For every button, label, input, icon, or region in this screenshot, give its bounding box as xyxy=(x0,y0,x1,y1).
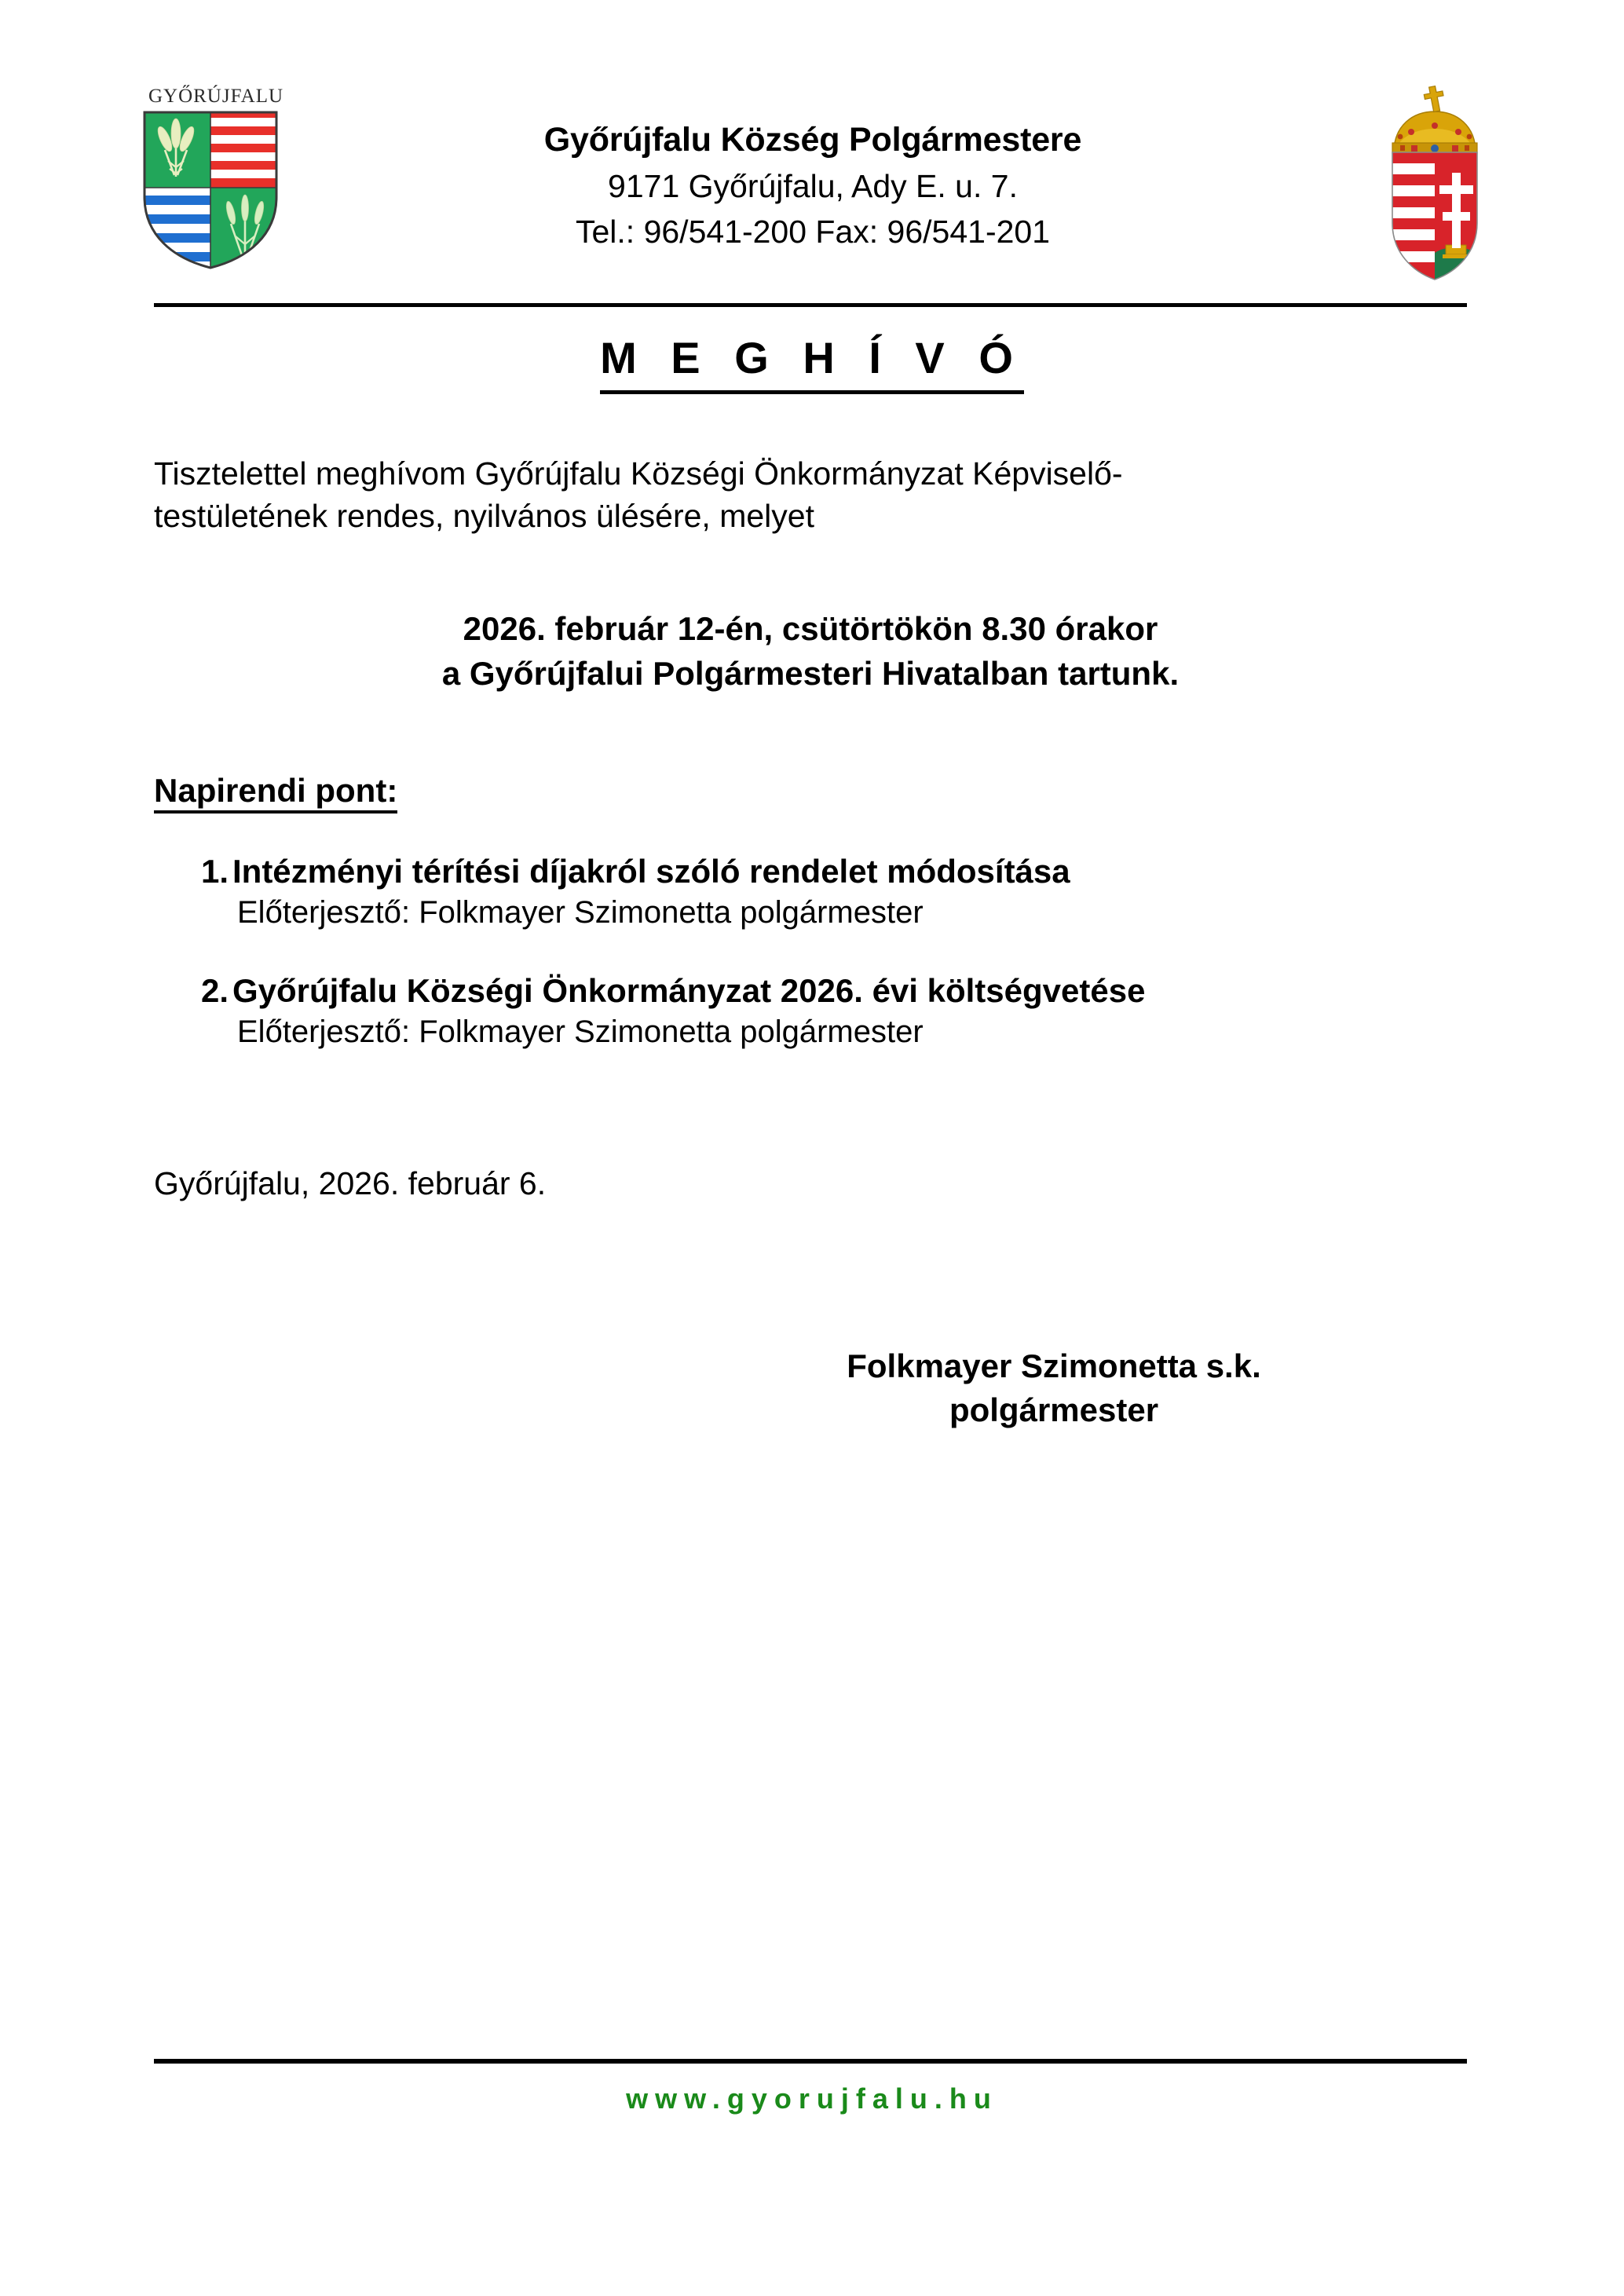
office-title: Győrújfalu Község Polgármestere xyxy=(543,121,1082,159)
agenda-item-title-row xyxy=(201,971,1467,1011)
crest-left-label: GYŐRÚJFALU xyxy=(148,86,284,107)
agenda-item-presenter: Előterjesztő: Folkmayer Szimonetta polgármester xyxy=(237,895,924,930)
agenda-item xyxy=(154,971,1467,1052)
agenda-item xyxy=(154,851,1467,933)
invitation-intro-line1: Tisztelettel meghívom Győrújfalu Községi Önkormányzat Képviselő- xyxy=(154,455,1123,492)
office-contact: Tel.: 96/541-200 Fax: 96/541-201 xyxy=(575,214,1051,250)
meeting-datetime: 2026. február 12-én, csütörtökön 8.30 órakor xyxy=(463,610,1158,647)
invitation-intro-line2: testületének rendes, nyilvános ülésére, melyet xyxy=(154,498,814,534)
header-text-block xyxy=(440,116,1186,254)
signature-name: Folkmayer Szimonetta s.k. xyxy=(847,1347,1261,1385)
office-address: 9171 Győrújfalu, Ady E. u. 7. xyxy=(608,168,1018,204)
agenda-item-number: 1. xyxy=(201,853,229,890)
agenda-item-title: Győrújfalu Községi Önkormányzat 2026. évi költségvetése xyxy=(232,972,1146,1010)
agenda-item-number: 2. xyxy=(201,972,229,1010)
page-title-wrapper xyxy=(0,334,1624,394)
footer-website-link[interactable]: www.gyorujfalu.hu xyxy=(626,2082,998,2115)
signature-role: polgármester xyxy=(949,1391,1159,1429)
meeting-details xyxy=(154,606,1467,696)
footer-divider xyxy=(154,2059,1467,2064)
agenda-list xyxy=(154,851,1467,1052)
header-divider xyxy=(154,303,1467,307)
agenda-item-title-row xyxy=(201,851,1467,892)
meeting-location: a Győrújfalui Polgármesteri Hivatalban tartunk. xyxy=(441,655,1180,692)
agenda-item-title: Intézményi térítési díjakról szóló rendelet módosítása xyxy=(232,853,1070,890)
agenda-heading-label: Napirendi pont: xyxy=(154,772,397,813)
page-title: M E G H Í V Ó xyxy=(600,334,1024,394)
gyorujfalu-coat-of-arms-icon xyxy=(141,86,291,283)
invitation-intro xyxy=(154,452,1467,537)
signature-block xyxy=(154,1344,1467,1432)
hungary-coat-of-arms-icon xyxy=(1364,85,1505,283)
hungary-shield-icon xyxy=(1364,85,1505,283)
document-body xyxy=(154,452,1467,1432)
gyorujfalu-shield-icon xyxy=(141,109,280,271)
agenda-heading xyxy=(154,771,1467,810)
holy-crown-icon xyxy=(1392,85,1477,154)
place-and-date: Győrújfalu, 2026. február 6. xyxy=(154,1165,547,1202)
agenda-item-presenter: Előterjesztő: Folkmayer Szimonetta polgármester xyxy=(237,1015,924,1050)
document-header xyxy=(0,0,1624,306)
